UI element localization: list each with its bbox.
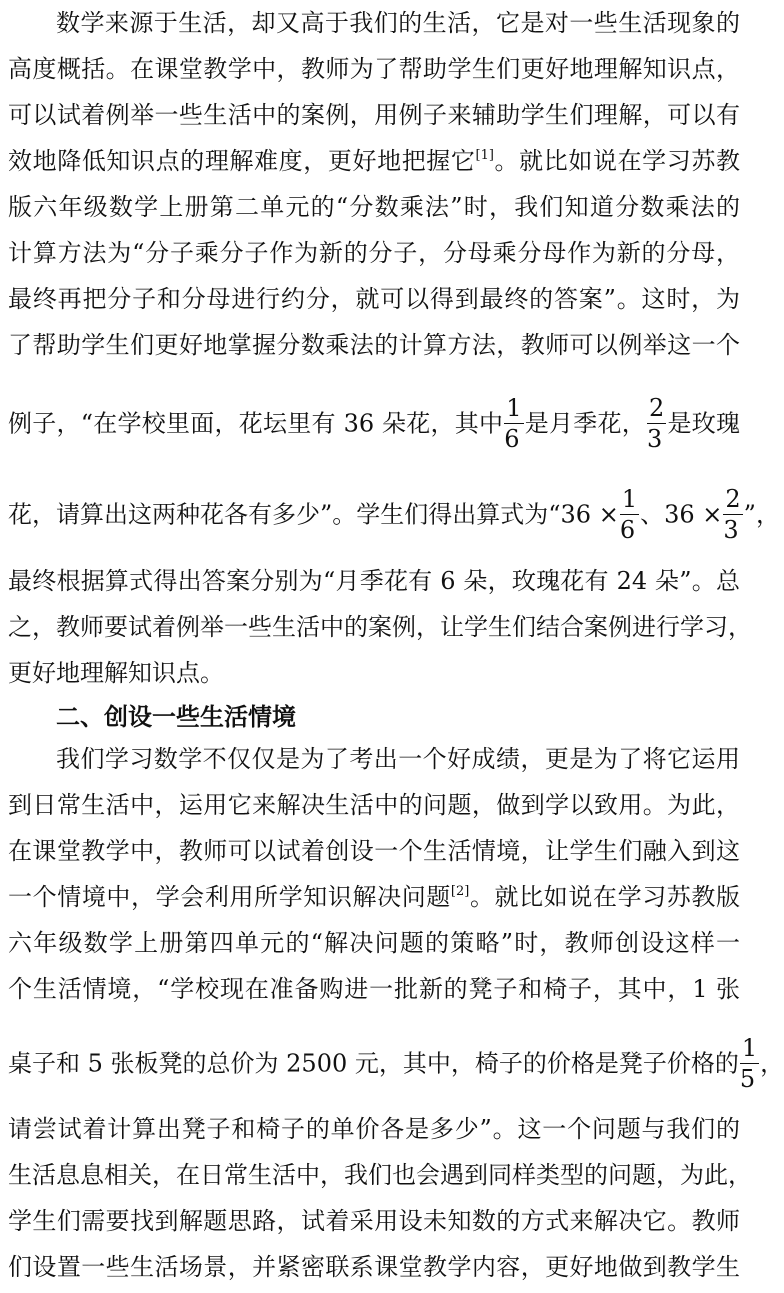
text-run: 效地降低知识点的理解难度，更好地把握它	[8, 147, 476, 175]
fraction-numerator: 1	[741, 1034, 758, 1062]
paragraph-line: 版六年级数学上册第二单元的“分数乘法”时，我们知道分数乘法的	[8, 193, 740, 221]
paragraph-line: 最终再把分子和分母进行约分，就可以得到最终的答案”。这时，为	[8, 285, 740, 313]
paragraph-line-with-fractions	[8, 392, 740, 452]
paragraph-line: 六年级数学上册第四单元的“解决问题的策略”时，教师创设这样一	[8, 929, 740, 957]
paragraph-line: 生活息息相关，在日常生活中，我们也会遇到同样类型的问题，为此，	[8, 1161, 752, 1189]
paragraph-line: 个生活情境，“学校现在准备购进一批新的凳子和椅子，其中，1 张	[8, 975, 740, 1003]
paragraph-line-with-fractions	[8, 483, 780, 544]
text-run: 。就比如说在学习苏教版	[469, 883, 741, 911]
paragraph-line: 在课堂教学中，教师可以试着创设一个生活情境，让学生们融入到这	[8, 837, 740, 865]
fraction-denominator: 5	[739, 1065, 756, 1093]
paragraph-line: 更好地理解知识点。	[8, 659, 224, 687]
paragraph-line: 可以试着例举一些生活中的案例，用例子来辅助学生们理解，可以有	[8, 101, 740, 129]
paragraph-line: 之，教师要试着例举一些生活中的案例，让学生们结合案例进行学习，	[8, 613, 752, 641]
paragraph-line: 数学来源于生活，却又高于我们的生活，它是对一些生活现象的	[56, 9, 740, 37]
fraction	[740, 1033, 759, 1094]
text-run: 。就比如说在学习苏教	[493, 147, 740, 175]
paragraph-line: 了帮助学生们更好地掌握分数乘法的计算方法，教师可以例举这一个	[8, 331, 740, 359]
paragraph-line: 计算方法为“分子乘分子作为新的分子，分母乘分母作为新的分母，	[8, 239, 740, 267]
text-run: ，	[760, 1049, 784, 1078]
text-run: 、36 ×	[640, 500, 723, 529]
fraction	[620, 484, 639, 545]
fraction-denominator: 3	[646, 425, 663, 453]
text-run: 是月季花，	[524, 409, 646, 438]
text-run: 桌子和 5 张板凳的总价为 2500 元，其中，椅子的价格是凳子价格的	[8, 1049, 739, 1078]
paragraph-line: 高度概括。在课堂教学中，教师为了帮助学生们更好地理解知识点，	[8, 55, 740, 83]
fraction-denominator: 3	[723, 516, 739, 544]
paragraph-line: 到日常生活中，运用它来解决生活中的问题，做到学以致用。为此，	[8, 791, 740, 819]
fraction-numerator: 1	[621, 485, 638, 513]
paragraph-line: 我们学习数学不仅仅是为了考出一个好成绩，更是为了将它运用	[56, 745, 740, 773]
paragraph-line: 最终根据算式得出答案分别为“月季花有 6 朵，玫瑰花有 24 朵”。总	[8, 567, 740, 595]
text-run: ”，	[743, 500, 780, 529]
fraction-denominator: 6	[619, 516, 636, 544]
paragraph-line	[8, 882, 740, 912]
fraction	[504, 393, 523, 454]
paragraph-line-with-fractions	[8, 1032, 784, 1093]
fraction-numerator: 1	[506, 394, 522, 422]
text-run: 是玫瑰	[667, 409, 741, 438]
fraction	[647, 393, 666, 454]
fraction-numerator: 2	[648, 394, 665, 422]
paragraph-line: 们设置一些生活场景，并紧密联系课堂教学内容，更好地做到教学生	[8, 1253, 740, 1281]
text-run: 一个情境中，学会利用所学知识解决问题	[8, 883, 451, 911]
paragraph-line	[8, 146, 740, 176]
fraction-denominator: 6	[504, 425, 520, 453]
paragraph-line: 学生们需要找到解题思路，试着采用设未知数的方式来解决它。教师	[8, 1207, 740, 1235]
section-heading: 二、创设一些生活情境	[56, 702, 296, 731]
fraction-numerator: 2	[725, 485, 741, 513]
fraction	[723, 484, 742, 545]
citation-superscript: [1]	[475, 148, 494, 163]
text-run: 例子，“在学校里面，花坛里有 36 朵花，其中	[8, 409, 504, 438]
paragraph-line: 请尝试着计算出凳子和椅子的单价各是多少”。这一个问题与我们的	[8, 1115, 740, 1143]
text-run: 花，请算出这两种花各有多少”。学生们得出算式为“36 ×	[8, 500, 619, 529]
citation-superscript: [2]	[450, 884, 470, 899]
